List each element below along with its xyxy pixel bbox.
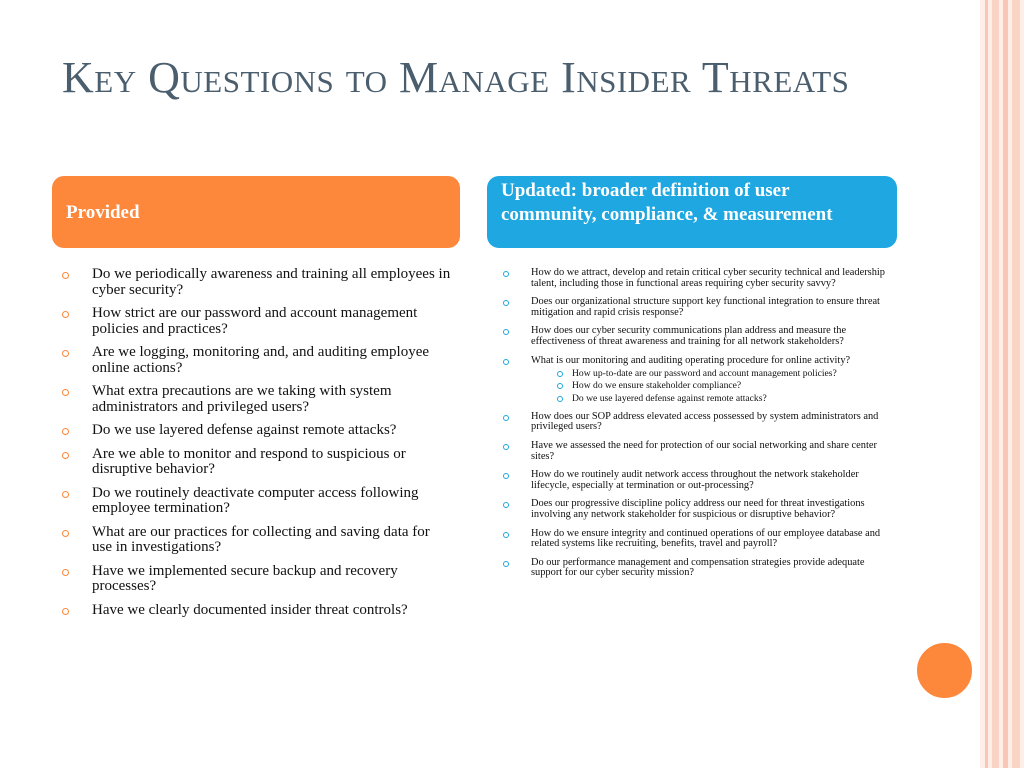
list-item: Have we clearly documented insider threat controls? — [62, 603, 452, 619]
list-item: How does our cyber security communications plan address and measure the effectiveness of threat awareness and training for all network stakeholders? — [503, 326, 893, 347]
list-item: Do we periodically awareness and training all employees in cyber security? — [62, 267, 452, 298]
sub-list-item: Do we use layered defense against remote attacks? — [531, 394, 893, 404]
provided-questions-list — [62, 267, 452, 626]
list-item: Does our progressive discipline policy address our need for threat investigations involving any network stakeholder for suspicious or disruptive behavior? — [503, 499, 893, 520]
decorative-stripe — [1003, 0, 1008, 768]
list-item-text: What is our monitoring and auditing operating procedure for online activity? — [531, 354, 851, 366]
monitoring-subitems-list — [531, 369, 893, 404]
decorative-circle — [914, 640, 975, 701]
list-item: Do we routinely deactivate computer access following employee termination? — [62, 486, 452, 517]
list-item: Does our organizational structure support key functional integration to ensure threat mitigation and rapid crisis response? — [503, 297, 893, 318]
list-item: How do we routinely audit network access throughout the network stakeholder lifecycle, especially at termination or out-processing? — [503, 470, 893, 491]
provided-header: Provided — [52, 176, 460, 248]
decorative-stripe — [1012, 0, 1020, 768]
list-item: What are our practices for collecting and saving data for use in investigations? — [62, 525, 452, 556]
updated-questions-list — [503, 268, 893, 587]
list-item: Are we able to monitor and respond to suspicious or disruptive behavior? — [62, 447, 452, 478]
list-item: How strict are our password and account management policies and practices? — [62, 306, 452, 337]
page-title: Key Questions to Manage Insider Threats — [62, 53, 850, 102]
updated-header: Updated: broader definition of user community, compliance, & measurement — [487, 176, 897, 248]
list-item: How do we attract, develop and retain critical cyber security technical and leadership talent, including those in functional areas requiring cyber security savvy? — [503, 268, 893, 289]
sub-list-item: How do we ensure stakeholder compliance? — [531, 381, 893, 391]
list-item-with-subitems — [503, 356, 893, 404]
list-item: Have we implemented secure backup and recovery processes? — [62, 564, 452, 595]
list-item: How does our SOP address elevated access possessed by system administrators and privileged users? — [503, 412, 893, 433]
list-item: Are we logging, monitoring and, and auditing employee online actions? — [62, 345, 452, 376]
list-item: Do our performance management and compensation strategies provide adequate support for our cyber security mission? — [503, 558, 893, 579]
list-item: How do we ensure integrity and continued operations of our employee database and related systems like recruiting, benefits, travel and payroll? — [503, 529, 893, 550]
list-item: What extra precautions are we taking with system administrators and privileged users? — [62, 384, 452, 415]
sub-list-item: How up-to-date are our password and account management policies? — [531, 369, 893, 379]
decorative-stripe — [992, 0, 999, 768]
list-item: Have we assessed the need for protection of our social networking and share center sites? — [503, 441, 893, 462]
decorative-stripe — [985, 0, 988, 768]
list-item: Do we use layered defense against remote attacks? — [62, 423, 452, 439]
